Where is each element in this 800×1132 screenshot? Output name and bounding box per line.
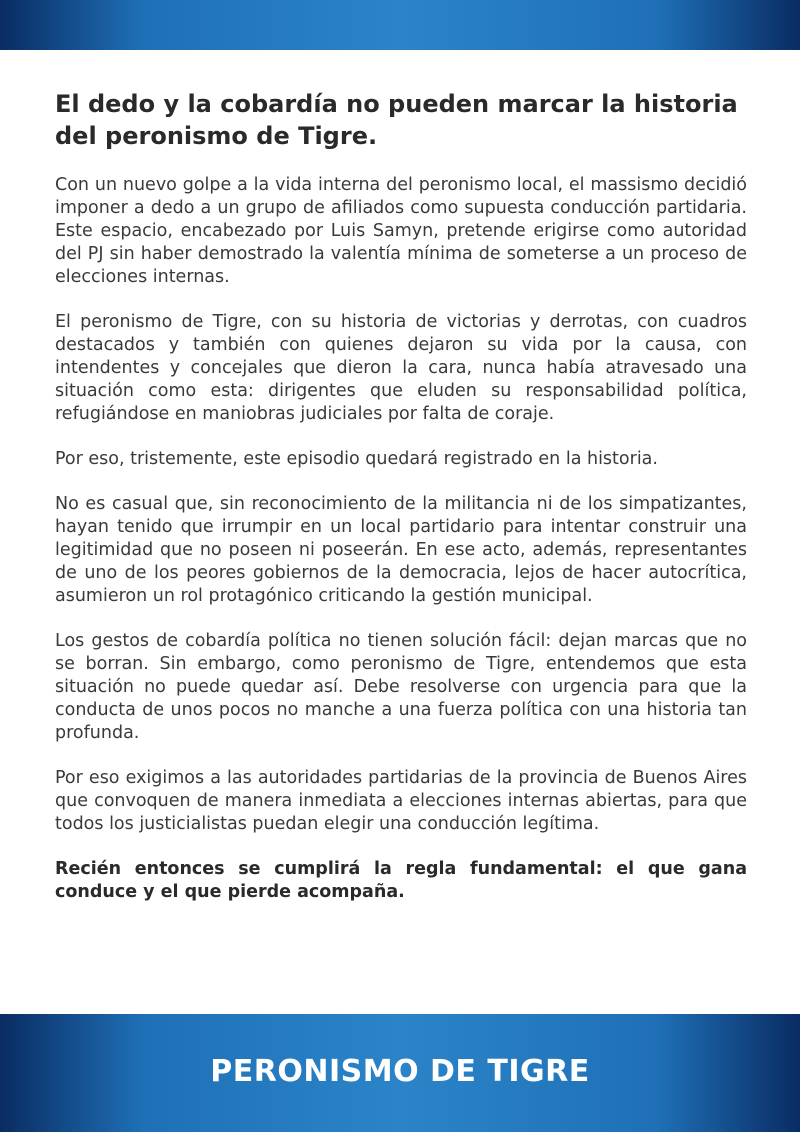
headline: El dedo y la cobardía no pueden marcar la historia del peronismo de Tigre. xyxy=(55,90,738,150)
statement-body xyxy=(55,88,747,926)
top-blue-band xyxy=(0,0,800,50)
paragraph-3: Por eso, tristemente, este episodio quedará registrado en la historia. xyxy=(55,449,658,469)
paragraph-4: No es casual que, sin reconocimiento de la militancia ni de los simpatizantes, hayan tenido que irrumpir en un local partidario para intentar construir una legitimidad que no poseen ni poseerán. En ese acto, además, representantes de uno de los peores gobiernos de la democracia, lejos de hacer autocrítica, asumieron un rol protagónico criticando la gestión municipal. xyxy=(55,494,747,606)
footer-title: PERONISMO DE TIGRE xyxy=(210,1054,590,1089)
closing-statement: Recién entonces se cumplirá la regla fundamental: el que gana conduce y el que pierde acompaña. xyxy=(55,859,747,902)
paragraph-1: Con un nuevo golpe a la vida interna del peronismo local, el massismo decidió imponer a dedo a un grupo de afiliados como supuesta conducción partidaria. Este espacio, encabezado por Luis Samyn, pretende erigirse como autoridad del PJ sin haber demostrado la valentía mínima de someterse a un proceso de elecciones internas. xyxy=(55,175,747,287)
paragraph-6: Por eso exigimos a las autoridades partidarias de la provincia de Buenos Aires que convoquen de manera inmediata a elecciones internas abiertas, para que todos los justicialistas puedan elegir una conducción legítima. xyxy=(55,768,747,834)
paragraph-2: El peronismo de Tigre, con su historia de victorias y derrotas, con cuadros destacados y también con quienes dejaron su vida por la causa, con intendentes y concejales que dieron la cara, nunca había atravesado una situación como esta: dirigentes que eluden su responsabilidad política, refugiándose en maniobras judiciales por falta de coraje. xyxy=(55,312,747,424)
paragraph-5: Los gestos de cobardía política no tienen solución fácil: dejan marcas que no se borran. Sin embargo, como peronismo de Tigre, entendemos que esta situación no puede quedar así. Debe resolverse con urgencia para que la conducta de unos pocos no manche a una fuerza política con una historia tan profunda. xyxy=(55,631,747,743)
